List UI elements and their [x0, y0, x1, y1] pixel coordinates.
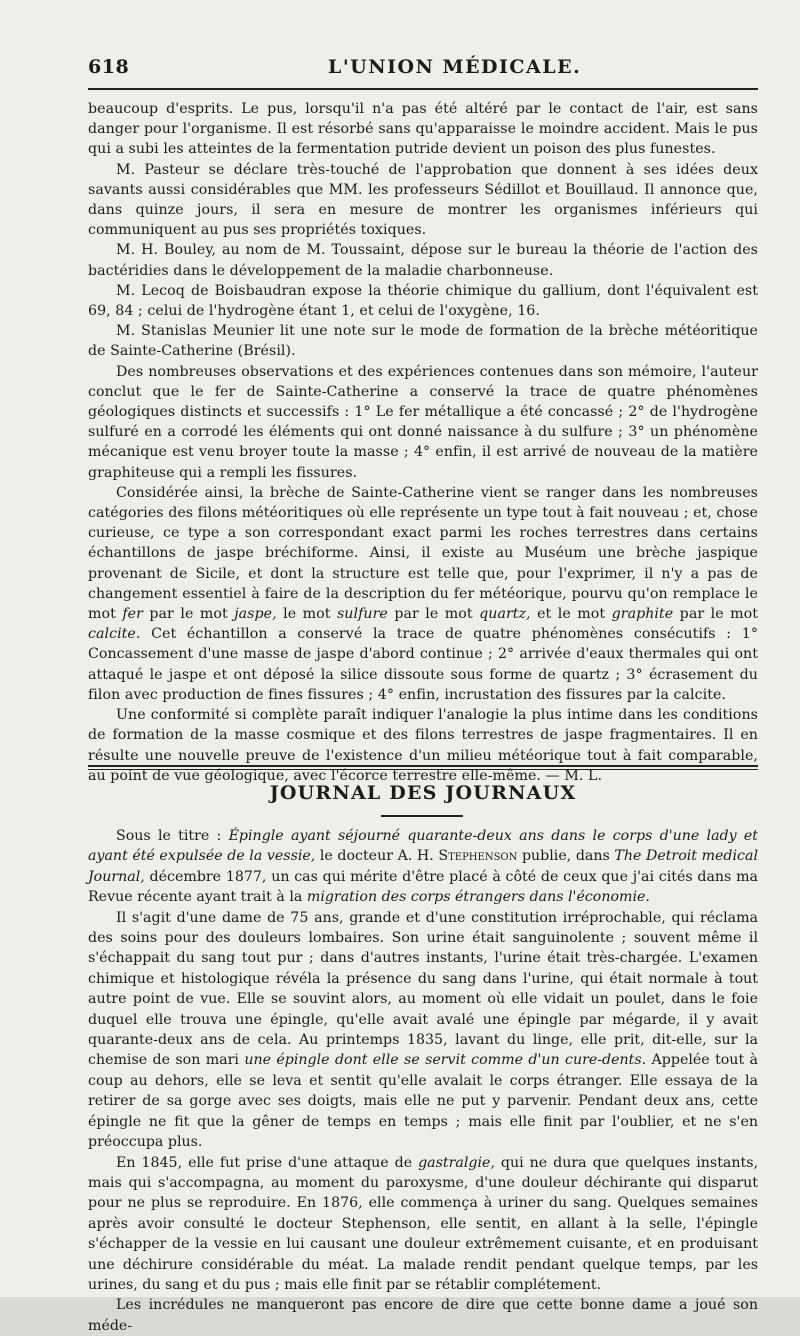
italic-gastralgie: gastralgie, [418, 1154, 495, 1171]
text-run: décembre 1877, un cas qui mérite d'être placé à côté de ceux que j'ai cités dans ma Revue récente ayant trait à la [88, 868, 758, 906]
journal-section [88, 826, 758, 1336]
text-run: Il s'agit d'une dame de 75 ans, grande et d'une constitution irréprochable, qui réclama des soins pour des douleurs lombaires. Son urine était sanguinolente ; souvent même il s'échappait du sang tout pur ; dans d'autres instants, l'urine était très-chargée. L'examen chimique et histologique révéla la présence du sang dans l'urine, qui était normale à tout autre point de vue. Elle se souvint alors, au moment où elle vidait un poulet, dans le foie duquel elle trouva une épingle, qu'elle avait avalé une épingle par mégarde, il y avait quarante-deux ans de cela. Au printemps 1835, lavant du linge, elle prit, dit-elle, sur la chemise de son mari [88, 909, 758, 1069]
paragraph-observations: Des nombreuses observations et des expériences contenues dans son mémoire, l'auteur conclut que le fer de Sainte-Catherine a conservé la trace de quatre phénomènes géologiques distincts et successifs : 1° Le fer métallique a été concassé ; 2° de l'hydrogène sulfuré en a corrodé les éléments qui ont donné naissance à du sulfure ; 3° un phénomène mécanique est venu broyer toute la masse ; 4° enfin, il est arrivé de nouveau de la matière graphiteuse qui a rempli les fissures. [88, 363, 758, 481]
paragraph-lecoq: M. Lecoq de Boisbaudran expose la théorie chimique du gallium, dont l'équivalent est 69, 84 ; celui de l'hydrogène étant 1, et celui de l'oxygène, 16. [88, 282, 758, 320]
paragraph-pus: beaucoup d'esprits. Le pus, lorsqu'il n'a pas été altéré par le contact de l'air, est sans danger pour l'organisme. Il est résorbé sans qu'apparaisse le moindre accident. Mais le pus qui a subi les atteintes de la fermentation putride devient un poison des plus funestes. [88, 101, 758, 158]
text-run: par le mot [142, 606, 235, 623]
text-run: et le mot [530, 606, 612, 623]
italic-term-fer: fer [122, 606, 143, 623]
text-run: Considérée ainsi, la brèche de Sainte-Catherine vient se ranger dans les nombreuses catégories des filons météoritiques où elle représente un type tout à fait nouveau ; et, chose curieuse, ce type a son correspondant exact parmi les roches terrestres dans certains échantillons de jaspe bréchiforme. Ainsi, il existe au Muséum une brèche jaspique provenant de Sicile, et dont la structure est telle que, pour l'exprimer, il n'y a pas de changement essentiel à faire de la description du fer météorique, pourvu qu'on remplace le mot [88, 484, 758, 623]
italic-term-graphite: graphite [611, 606, 674, 623]
paragraph-conformite: Une conformité si complète paraît indiquer l'analogie la plus intime dans les conditions de formation de la masse cosmique et des filons terrestres de jaspe fragmentaires. Il en résulte une nouvelle preuve de l'existence d'un milieu météorique tout à fait comparable, au point de vue géologique, avec l'écorce terrestre elle-même. — M. L. [88, 707, 758, 784]
text-run: Sous le titre : [116, 828, 229, 844]
text-run: publie, dans [517, 848, 615, 865]
italic-article-title: Épingle ayant séjourné quarante-deux ans dans le corps d'une lady et ayant été expulsée de la vessie, [88, 828, 758, 865]
section-title: JOURNAL DES JOURNAUX [269, 782, 577, 804]
text-run: par le mot [387, 606, 480, 623]
italic-pin: une épingle dont elle se servit comme d'un cure-dents. [244, 1052, 647, 1069]
text-run: le mot [276, 606, 337, 623]
paragraph-case [88, 908, 758, 1153]
academy-report-section [88, 99, 758, 786]
paragraph-1845 [88, 1153, 758, 1296]
italic-term-sulfure: sulfure [336, 606, 388, 623]
page-header [88, 56, 758, 80]
page-number: 618 [88, 56, 130, 78]
italic-migration: migration des corps étrangers dans l'économie. [306, 889, 650, 906]
section-divider [88, 765, 758, 770]
italic-term-calcite: calcite. [88, 626, 141, 643]
header-rule [88, 88, 758, 90]
paragraph-intro [88, 826, 758, 908]
author-name: Stephenson [438, 848, 518, 865]
text-run: En 1845, elle fut prise d'une attaque de [116, 1154, 419, 1171]
text-run: par le mot [673, 606, 758, 623]
italic-term-quartz: quartz, [479, 606, 531, 623]
text-run: le docteur A. H. [315, 848, 439, 865]
paragraph-meunier: M. Stanislas Meunier lit une note sur le mode de formation de la brèche météoritique de Sainte-Catherine (Brésil). [88, 323, 758, 360]
paragraph-incredules: Les incrédules ne manqueront pas encore de dire que cette bonne dame a joué son méde- [88, 1297, 758, 1334]
paragraph-bouley: M. H. Bouley, au nom de M. Toussaint, dépose sur le bureau la théorie de l'action des bactéridies dans le développement de la maladie charbonneuse. [88, 242, 758, 279]
text-run: qui ne dura que quelques instants, mais qui s'accompagna, au moment du paroxysme, d'une douleur déchirante qui disparut pour ne plus se reproduire. En 1876, elle commença à uriner du sang. Quelques semaines après avoir consulté le docteur Stephenson, elle sentit, en allant à la selle, l'épingle s'échapper de la vessie en lui causant une douleur extrêmement cuisante, et en produisant une déchirure considérable du méat. La malade rendit pendant quelque temps, par les urines, du sang et du pus ; mais elle finit par se rétablir complétement. [88, 1154, 758, 1293]
text-run: Appelée tout à coup au dehors, elle se leva et sentit qu'elle avalait le corps étranger. Elle essaya de la retirer de sa gorge avec ses doigts, mais elle ne put y parvenir. Pendant deux ans, cette épingle ne fit que la gêner de temps en temps ; mais elle finit par l'oublier, et ne s'en préoccupa plus. [88, 1052, 758, 1151]
italic-term-jaspe: jaspe, [234, 606, 277, 623]
italic-journal-name: The Detroit medical Journal, [88, 848, 758, 885]
paragraph-breche [88, 483, 758, 705]
text-run: Cet échantillon a conservé la trace de quatre phénomènes consécutifs : 1° Concassement d'une masse de jaspe d'abord continue ; 2° arrivée d'eaux thermales qui ont attaqué le jaspe et ont déposé la silice dissoute sous forme de quartz ; 3° écrasement du filon avec production de fines fissures ; 4° enfin, incrustation des fissures par la calcite. [88, 626, 758, 703]
running-head: L'UNION MÉDICALE. [328, 56, 582, 78]
title-underline [381, 815, 463, 817]
paragraph-pasteur: M. Pasteur se déclare très-touché de l'approbation que donnent à ses idées deux savants aussi considérables que MM. les professeurs Sédillot et Bouillaud. Il annonce que, dans quinze jours, il sera en mesure de montrer les organismes inférieurs qui communiquent au pus ses propriétés toxiques. [88, 161, 758, 239]
